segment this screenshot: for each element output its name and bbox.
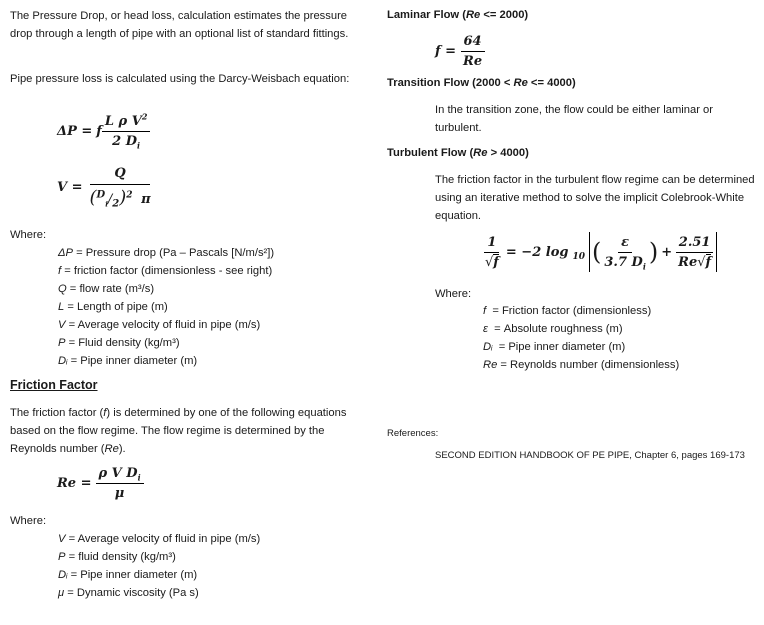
dp-den-sub: i [137,140,141,151]
reynolds-equation [57,466,144,501]
transition-flow-heading [387,77,576,89]
colebrook-white-equation: $\frac{1}{√f}$ = −2 log 10 ( $\frac{\varepsilon}{3.7 D_i}$ ) + $\frac{2.51}{Re√f}$ [482,232,717,272]
friction-factor-paragraph [10,404,350,458]
v-den-2: 2 [112,198,120,210]
ff-text-c: ). [118,443,126,455]
turbulent-paragraph: The friction factor in the turbulent flow regime can be determined using an iterative method to solve the implicit Colebrook-White equation. [435,174,755,222]
cw-abs-bracket: ( $\frac{\varepsilon}{3.7 D_i}$ ) + $\frac{2.51}{Re√f}$ [589,232,717,272]
v-den-sub: i [105,199,108,209]
cw-num1: 1 [484,235,499,253]
darcy-paragraph: Pipe pressure loss is calculated using the Darcy-Weisbach equation: [10,73,350,85]
transition-re: Re [513,77,528,89]
variable-list-right [483,302,679,374]
variable-item [58,280,274,298]
variable-symbol: Dᵢ [58,355,68,367]
dp-numerator: L ρ V [104,114,142,129]
where-label-2: Where: [10,515,47,527]
cw-den-sub: i [642,261,646,272]
variable-item [483,356,679,374]
variable-description: = Pipe inner diameter (m) [67,569,198,581]
cw-num2: 2.51 [676,235,714,253]
variable-description: = Friction factor (dimensionless) [486,305,652,317]
laminar-re: Re [465,9,481,21]
v-lhs: V = [57,179,83,195]
variable-description: = Pipe inner diameter (m) [67,355,198,367]
dp-f: f [96,124,102,139]
variable-symbol: Re [483,359,498,371]
laminar-text-b: <= 2000) [480,9,529,21]
turbulent-text-a: Turbulent Flow ( [387,147,474,159]
variable-symbol: V [58,533,66,545]
dp-fraction [102,111,151,151]
where-label-1: Where: [10,229,47,241]
variable-description: = Fluid density (kg/m³) [65,337,180,349]
ff-text-b: ) is determined by one of the following equations based on the flow regime. The flow regime is determined by the Reynolds number ( [10,407,347,455]
re-fraction [96,466,144,501]
turbulent-flow-heading [387,147,529,159]
variable-symbol: P [58,551,66,563]
variable-symbol: f [483,305,487,317]
transition-text-b: <= 4000) [527,77,576,89]
references-label: References: [387,428,439,439]
variable-description: = Pressure drop (Pa – Pascals [N/m/s²]) [72,247,275,259]
cw-eq: = −2 log [505,244,569,260]
turbulent-text-b: > 4000) [487,147,529,159]
variable-symbol: μ [58,587,65,599]
variable-item [58,566,260,584]
lam-lhs: f = [435,44,457,59]
lam-numerator: 64 [461,34,485,52]
variable-symbol: Q [58,283,67,295]
dp-num-sup: 2 [141,111,148,122]
where-label-right: Where: [435,288,472,300]
v-numerator: Q [90,166,149,185]
variable-symbol: ΔP [58,247,73,259]
v-den-sup: 2 [126,190,133,201]
cw-lhs-fraction: $\frac{1}{√f}$ [485,234,499,270]
variable-description: = Average velocity of fluid in pipe (m/s) [65,533,261,545]
lam-fraction [460,34,485,69]
variable-symbol: ε [483,323,488,335]
lam-denominator: Re [463,54,483,69]
cw-den-eps: 3.7 D [604,254,643,270]
variable-description: = Absolute roughness (m) [487,323,623,335]
reference-item: SECOND EDITION HANDBOOK OF PE PIPE, Chapter 6, pages 169-173 [435,450,745,461]
variable-item [483,320,679,338]
variable-item [58,316,274,334]
variable-item [483,302,679,320]
cw-sqrt-f: f [493,254,499,270]
variable-symbol: Dᵢ [58,569,68,581]
re-denominator: μ [114,486,125,501]
variable-item [58,352,274,370]
variable-description: = Pipe inner diameter (m) [492,341,626,353]
variable-item [58,298,274,316]
dp-denominator: 2 D [112,134,138,149]
cw-den2-sqrt-f: f [705,254,712,270]
variable-description: = Dynamic viscosity (Pa s) [64,587,199,599]
v-den-d: D [96,189,106,201]
friction-factor-heading: Friction Factor [10,378,98,392]
cw-eps-fraction [601,235,648,270]
variable-list-2 [58,530,260,602]
cw-den2: Re [678,254,698,270]
variable-item [58,244,274,262]
variable-item [58,262,274,280]
re-lhs: Re = [57,476,92,491]
ff-text-a: The friction factor ( [10,407,104,419]
ff-f: f [103,407,107,419]
velocity-equation [57,166,154,208]
variable-symbol: L [58,301,65,313]
variable-item [58,334,274,352]
variable-item [58,548,260,566]
transition-text-a: Transition Flow (2000 < [387,77,514,89]
variable-symbol: V [58,319,66,331]
variable-description: = fluid density (kg/m³) [65,551,176,563]
laminar-flow-heading [387,9,528,21]
intro-paragraph: The Pressure Drop, or head loss, calculation estimates the pressure drop through a length of pipe with an optional list of standard fittings. [10,10,349,40]
variable-item [58,530,260,548]
laminar-text-a: Laminar Flow ( [387,9,466,21]
variable-symbol: Dᵢ [483,341,493,353]
variable-item [58,584,260,602]
variable-description: = Length of pipe (m) [64,301,168,313]
turbulent-re: Re [473,147,488,159]
cw-plus: + [661,244,673,260]
cw-251-fraction: $\frac{2.51}{Re√f}$ [675,235,714,270]
dp-lhs: ΔP = [57,124,93,139]
re-numerator: ρ V D [98,466,138,481]
variable-list-1 [58,244,274,370]
ff-re: Re [104,443,119,455]
transition-paragraph: In the transition zone, the flow could be either laminar or turbulent. [435,104,713,134]
variable-symbol: P [58,337,66,349]
variable-item [483,338,679,356]
v-fraction: $\frac{Q}{(^D_i/_2)^2 \pi}$ [89,166,151,210]
re-num-sub: i [137,472,141,483]
variable-description: = flow rate (m³/s) [66,283,155,295]
v-pi: π [141,192,151,207]
variable-description: = Reynolds number (dimensionless) [497,359,680,371]
variable-description: = friction factor (dimensionless - see right) [61,265,273,277]
darcy-weisbach-equation [57,111,150,151]
variable-description: = Average velocity of fluid in pipe (m/s) [65,319,261,331]
laminar-equation [435,34,485,69]
variable-symbol: f [58,265,62,277]
cw-eps: ε [618,235,632,253]
